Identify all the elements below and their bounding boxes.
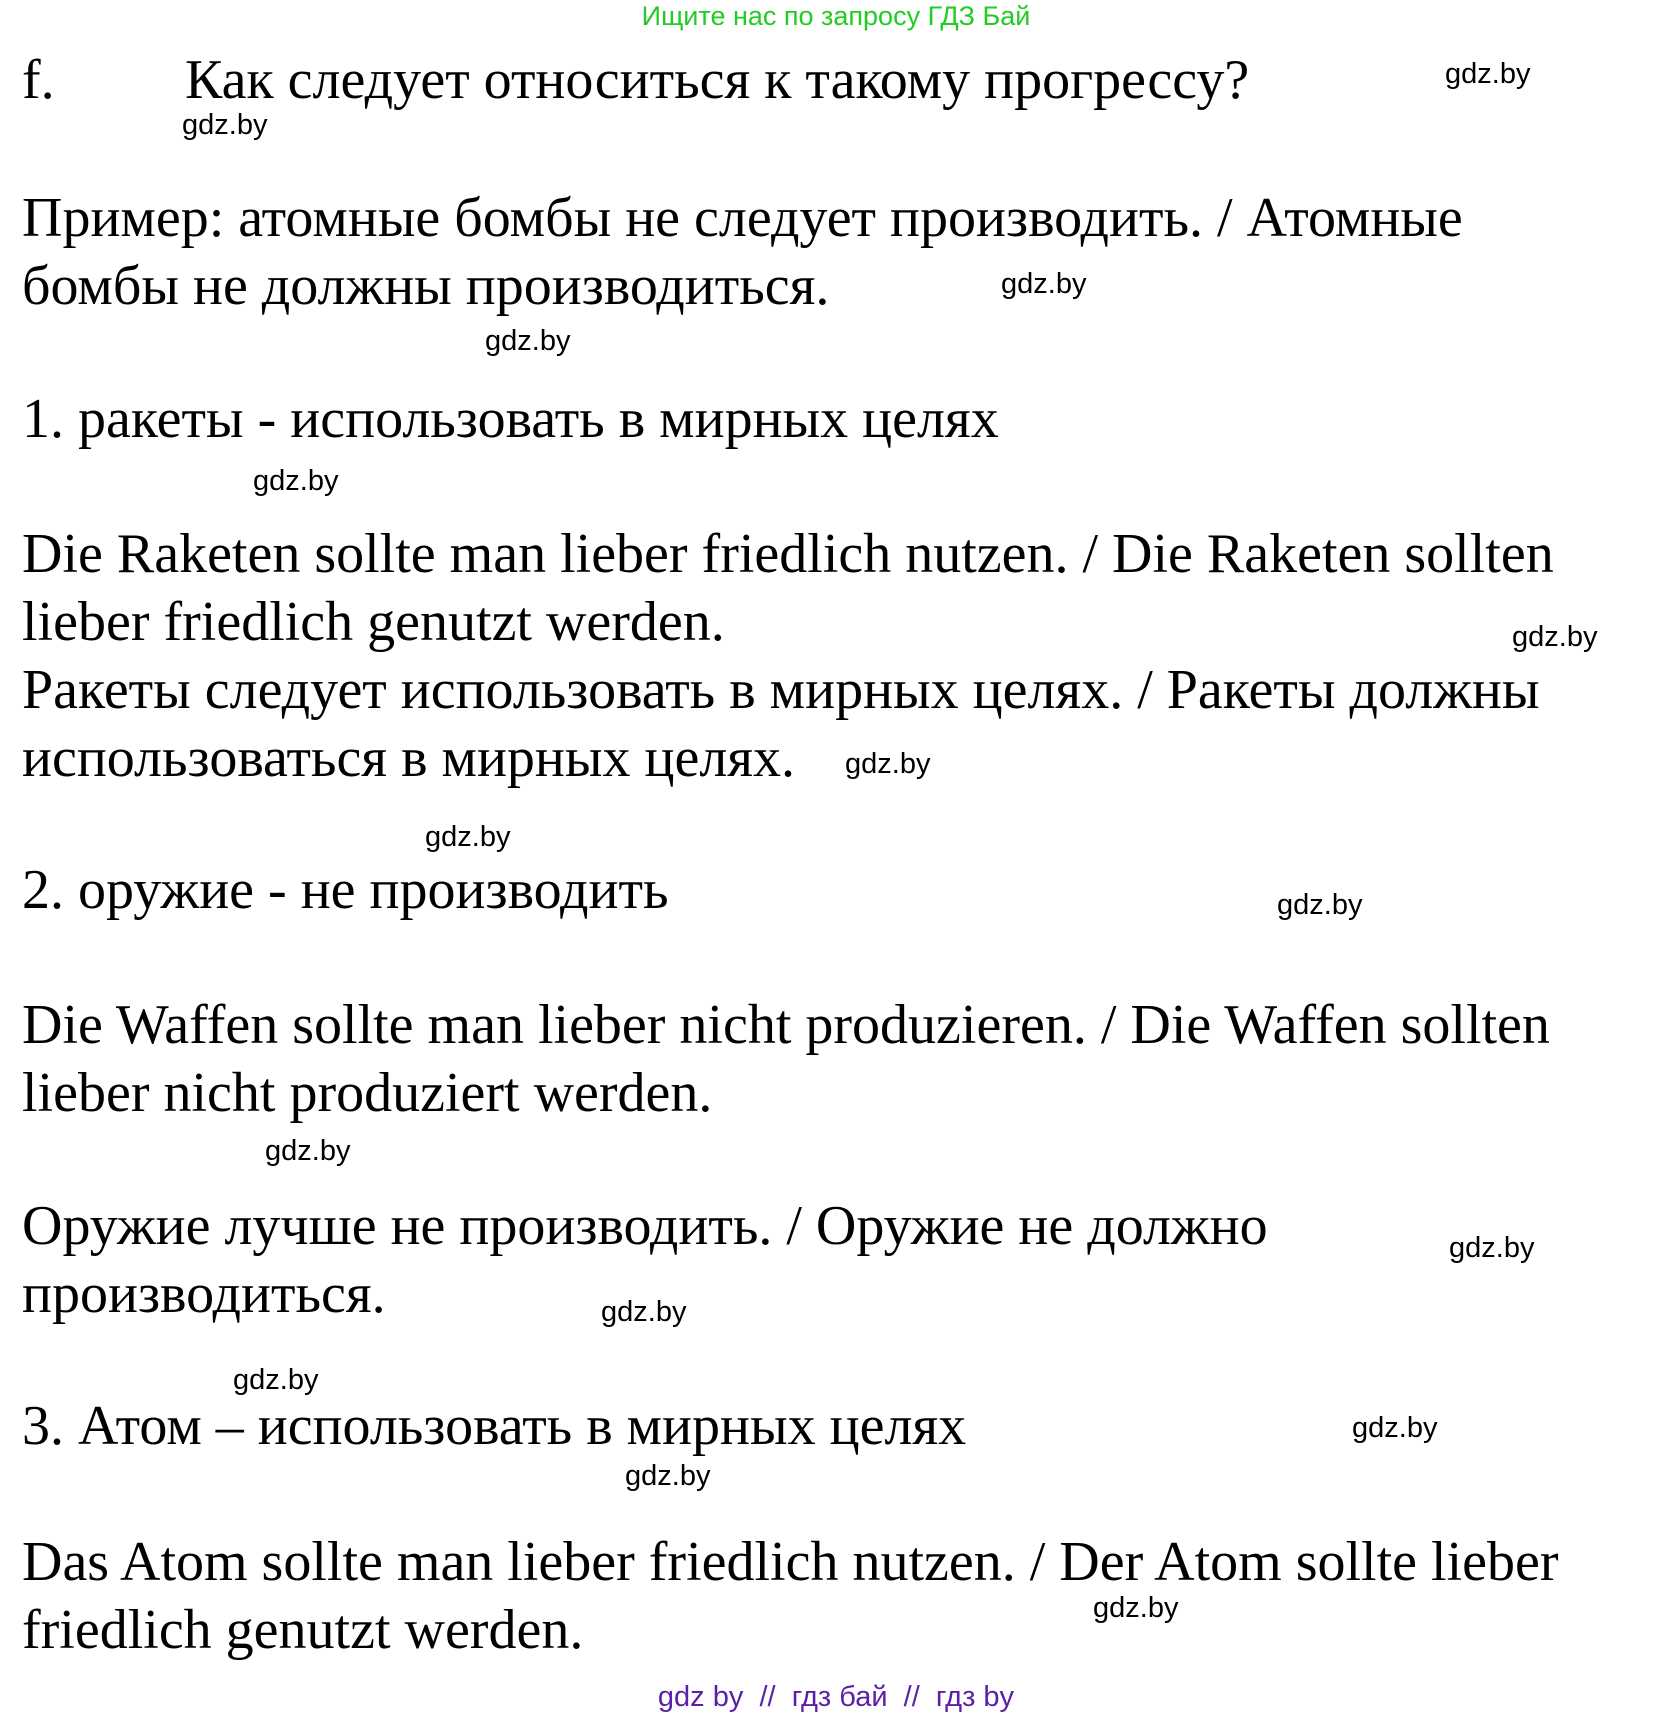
item-1-heading: 1. ракеты - использовать в мирных целях: [22, 388, 999, 450]
watermark: gdz.by: [253, 465, 339, 497]
search-hint[interactable]: Ищите нас по запросу ГДЗ Бай: [641, 1, 1031, 31]
watermark: gdz.by: [425, 821, 511, 853]
watermark: gdz.by: [182, 109, 268, 141]
watermark: gdz.by: [1277, 889, 1363, 921]
item-2-russian-line-2: производиться.: [22, 1263, 386, 1325]
watermark: gdz.by: [1449, 1232, 1535, 1264]
watermark: gdz.by: [485, 325, 571, 357]
item-2-russian-line-1: Оружие лучше не производить. / Оружие не должно: [22, 1195, 1268, 1257]
item-1-german-line-1: Die Raketen sollte man lieber friedlich nutzen. / Die Raketen sollten: [22, 523, 1554, 585]
example-line-1: Пример: атомные бомбы не следует производить. / Атомные: [22, 187, 1463, 249]
watermark: gdz.by: [845, 748, 931, 780]
watermark: gdz.by: [601, 1296, 687, 1328]
item-2-german-line-2: lieber nicht produziert werden.: [22, 1062, 713, 1124]
watermark: gdz.by: [1445, 58, 1531, 90]
watermark: gdz.by: [1001, 268, 1087, 300]
task-question: Как следует относиться к такому прогрессу?: [185, 49, 1250, 111]
item-3-german-line-2: friedlich genutzt werden.: [22, 1599, 584, 1661]
item-3-german-line-1: Das Atom sollte man lieber friedlich nutzen. / Der Atom sollte lieber: [22, 1531, 1559, 1593]
task-label: f.: [22, 49, 55, 111]
item-3-heading: 3. Атом – использовать в мирных целях: [22, 1395, 967, 1457]
watermark: gdz.by: [1093, 1592, 1179, 1624]
footer-links[interactable]: gdz by // гдз бай // гдз by: [657, 1681, 1015, 1713]
watermark: gdz.by: [1512, 621, 1598, 653]
example-line-2: бомбы не должны производиться.: [22, 255, 830, 317]
watermark: gdz.by: [625, 1460, 711, 1492]
item-1-german-line-2: lieber friedlich genutzt werden.: [22, 591, 725, 653]
watermark: gdz.by: [233, 1364, 319, 1396]
item-2-german-line-1: Die Waffen sollte man lieber nicht produzieren. / Die Waffen sollten: [22, 994, 1550, 1056]
item-1-russian-line-2: использоваться в мирных целях.: [22, 727, 796, 789]
watermark: gdz.by: [265, 1135, 351, 1167]
item-2-heading: 2. оружие - не производить: [22, 859, 669, 921]
item-1-russian-line-1: Ракеты следует использовать в мирных целях. / Ракеты должны: [22, 659, 1540, 721]
watermark: gdz.by: [1352, 1412, 1438, 1444]
